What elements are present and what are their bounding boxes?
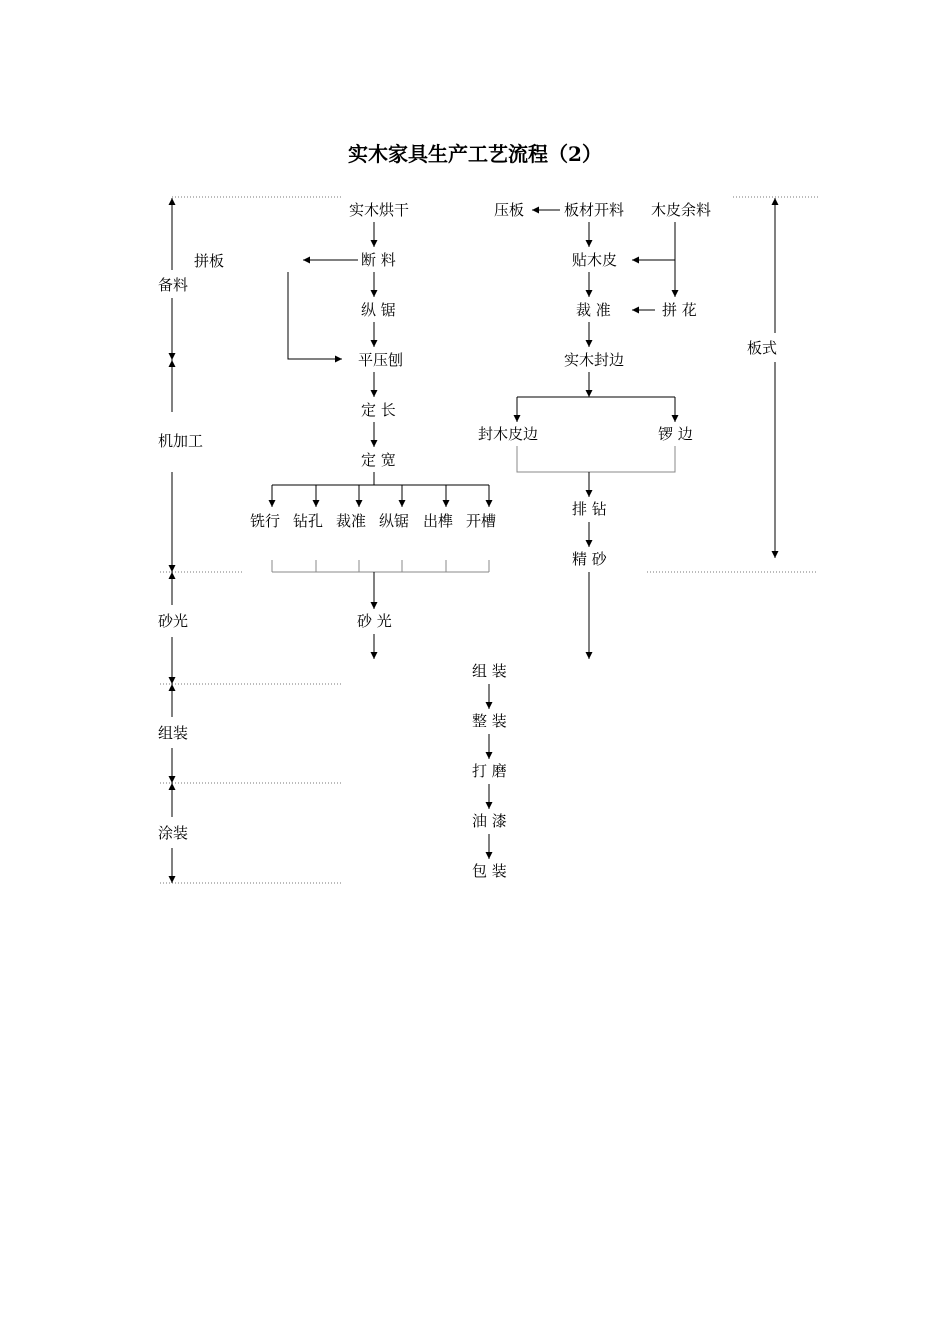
node-press: 压板 bbox=[494, 201, 525, 219]
node-op-trim: 裁准 bbox=[336, 512, 367, 530]
page-title: 实木家具生产工艺流程（2） bbox=[348, 142, 602, 166]
stage-panel-label: 板式 bbox=[747, 339, 778, 357]
node-board-cut: 板材开料 bbox=[564, 201, 625, 219]
node-pack: 包 装 bbox=[472, 862, 507, 880]
node-op-drilling: 钻孔 bbox=[293, 512, 324, 530]
node-mill-edge: 锣 边 bbox=[658, 425, 693, 443]
node-fine-sand: 精 砂 bbox=[572, 550, 607, 568]
node-op-tenon: 出榫 bbox=[423, 512, 454, 530]
node-polish: 打 磨 bbox=[472, 762, 507, 780]
node-rip-saw: 纵 锯 bbox=[361, 301, 396, 319]
node-cut: 断 料 bbox=[361, 251, 396, 269]
stage-coating-label: 涂装 bbox=[158, 824, 189, 842]
node-veneer-apply: 贴木皮 bbox=[572, 251, 618, 269]
stage-prep-label: 备料 bbox=[158, 276, 189, 294]
node-final-assemble: 整 装 bbox=[472, 712, 507, 730]
node-paint: 油 漆 bbox=[472, 812, 507, 830]
node-op-groove: 开槽 bbox=[466, 512, 497, 530]
stage-sanding-label: 砂光 bbox=[158, 612, 189, 630]
node-inlay: 拼 花 bbox=[662, 301, 697, 319]
node-sand: 砂 光 bbox=[357, 612, 392, 630]
node-assemble: 组 装 bbox=[472, 662, 507, 680]
node-panel-join: 拼板 bbox=[194, 252, 225, 270]
node-plane: 平压刨 bbox=[358, 351, 404, 369]
node-width: 定 宽 bbox=[361, 451, 396, 469]
node-drying: 实木烘干 bbox=[349, 201, 410, 219]
node-edge-band: 实木封边 bbox=[564, 351, 625, 369]
node-trim: 裁 准 bbox=[576, 301, 611, 319]
node-op-rip: 纵锯 bbox=[379, 512, 410, 530]
node-seal-edge: 封木皮边 bbox=[478, 425, 539, 443]
stage-assembly-label: 组装 bbox=[158, 724, 189, 742]
node-row-drill: 排 钻 bbox=[572, 500, 607, 518]
node-op-milling: 铣行 bbox=[250, 512, 281, 530]
stage-machining-label: 机加工 bbox=[158, 432, 204, 450]
node-veneer-rest: 木皮余料 bbox=[651, 201, 712, 219]
node-length: 定 长 bbox=[361, 401, 396, 419]
